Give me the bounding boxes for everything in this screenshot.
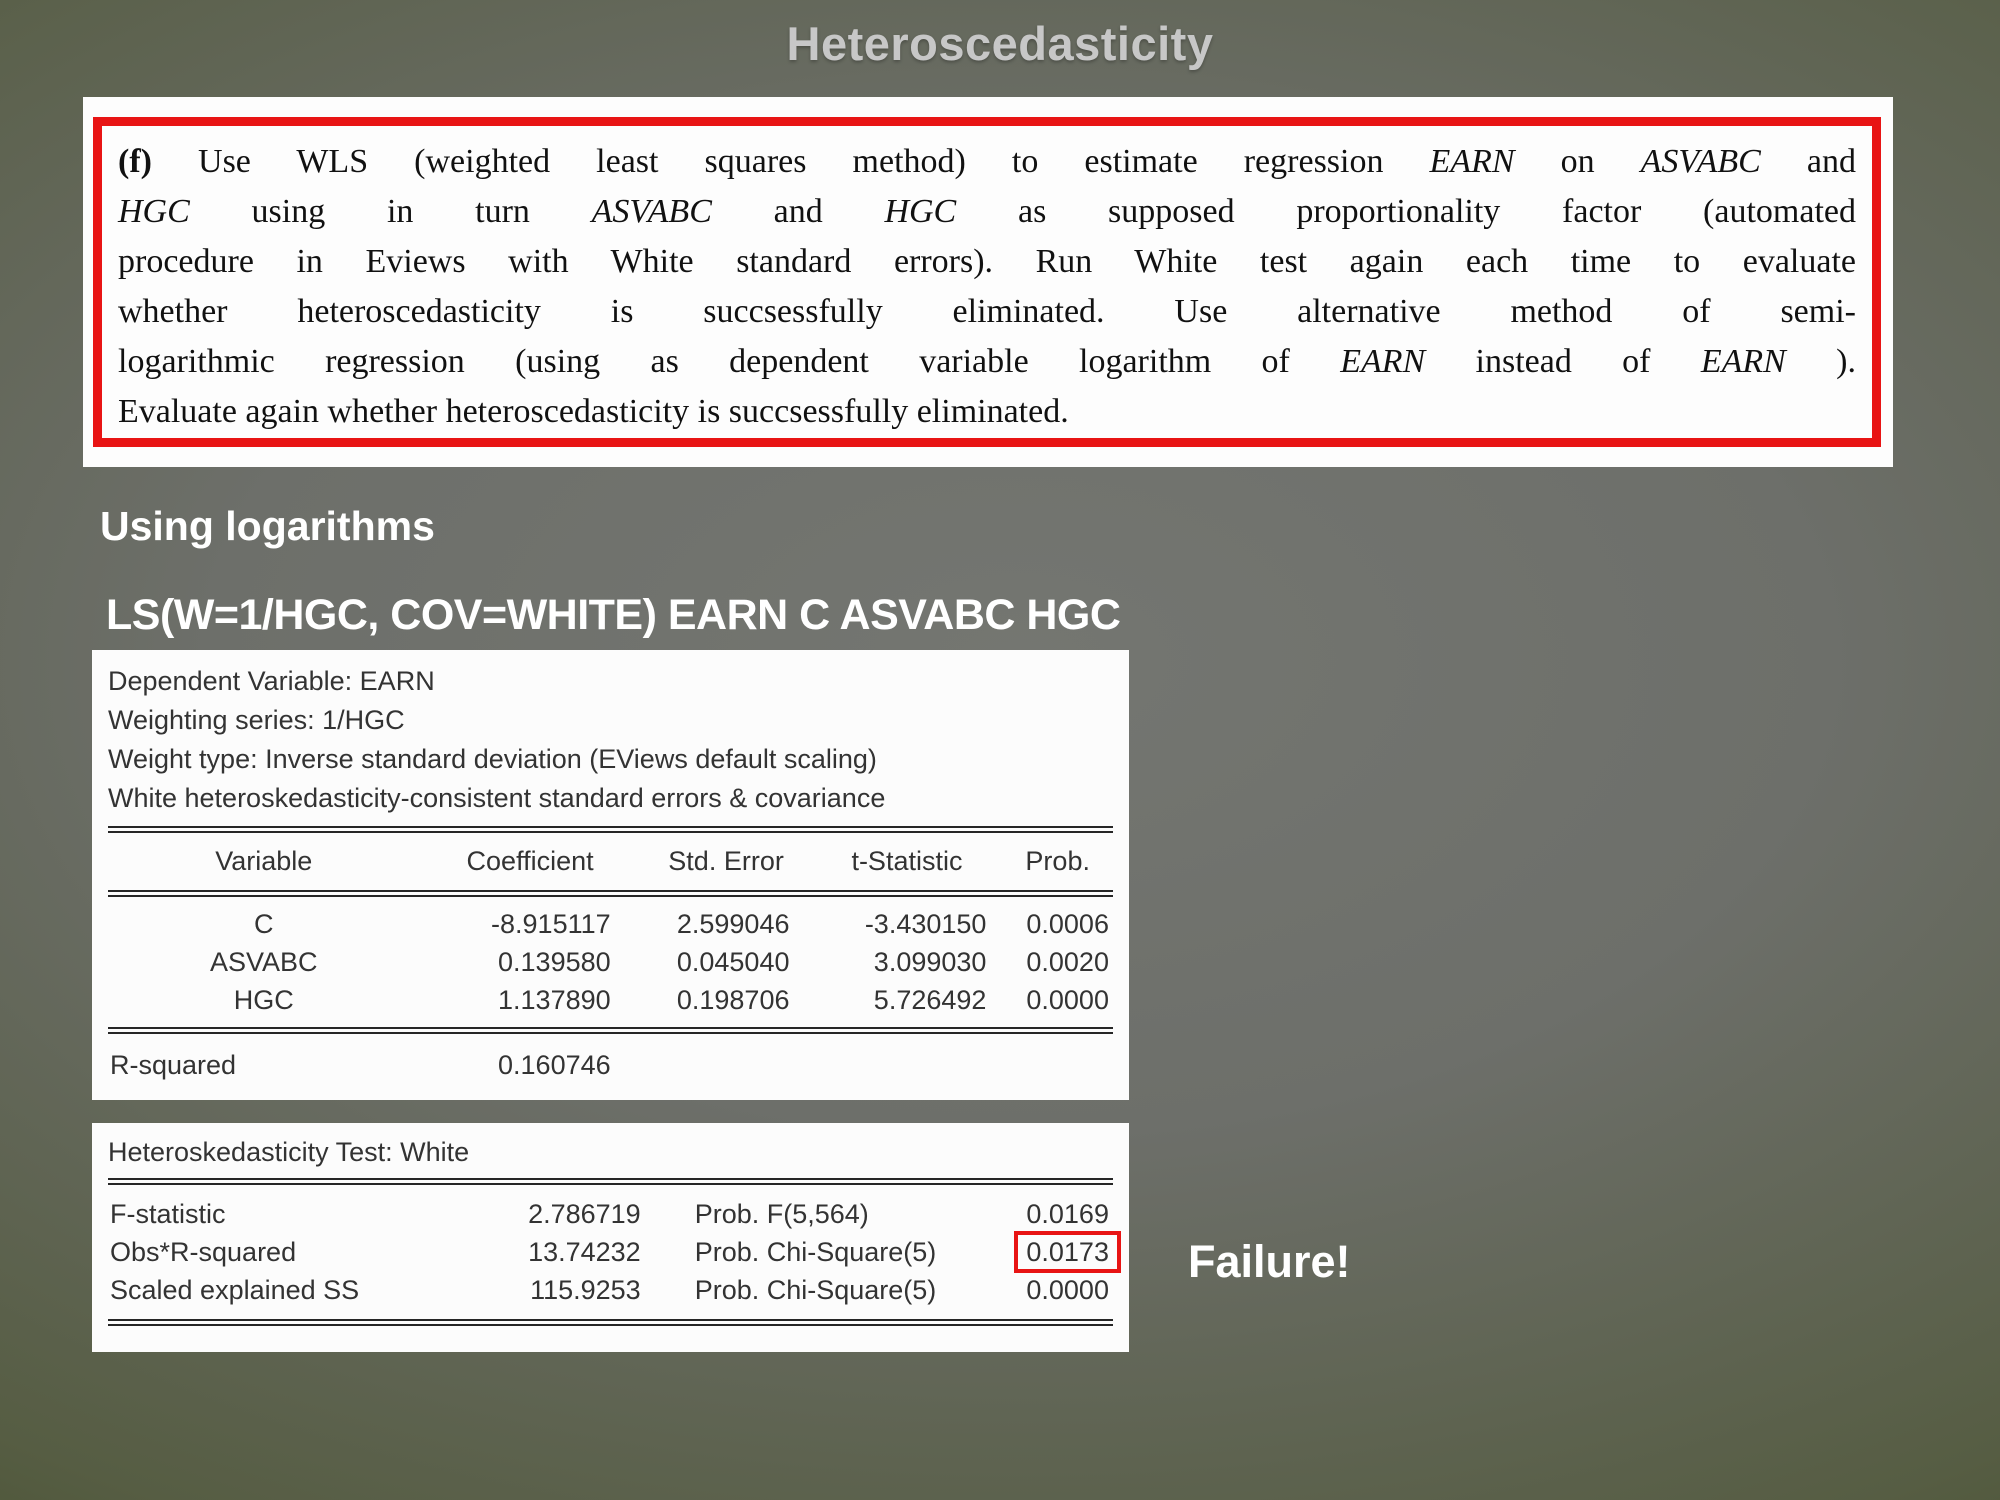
- task-text-segment: HGC: [884, 193, 957, 230]
- regression-header-lines: [108, 662, 1113, 818]
- prob-value: 0.0169: [1026, 1199, 1109, 1229]
- table-cell: 0.139580: [498, 947, 611, 977]
- task-text-segment: EARN: [1340, 343, 1426, 380]
- r-squared-row: [108, 1050, 1113, 1081]
- regression-output-panel: [92, 650, 1129, 1100]
- task-line: [118, 237, 1856, 287]
- task-line: [118, 287, 1856, 337]
- task-box: [83, 97, 1893, 467]
- column-header: Variable: [215, 846, 313, 876]
- table-row: [108, 1271, 1113, 1309]
- failure-label: Failure!: [1188, 1236, 1351, 1287]
- task-text-segment: ASVABC: [1640, 143, 1761, 180]
- table-row: [108, 1233, 1113, 1271]
- table-cell: 0.198706: [676, 985, 790, 1015]
- eviews-command: LS(W=1/HGC, COV=WHITE) EARN C ASVABC HGC: [106, 591, 1121, 639]
- task-text-segment: as supposed proportionality factor (automated: [956, 193, 1856, 230]
- task-text-segment: and: [711, 193, 885, 230]
- prob-value-cell: [972, 1195, 1113, 1233]
- task-text-segment: using in turn: [189, 193, 592, 230]
- divider: [108, 826, 1113, 833]
- table-cell: 0.0000: [1026, 985, 1109, 1015]
- task-text-segment: Use WLS (weighted least squares method) to estimate regression: [151, 143, 1430, 180]
- test-stat-label: F-statistic: [110, 1199, 226, 1229]
- task-line: [118, 187, 1856, 237]
- task-text-segment: Evaluate again whether heteroscedasticity is succsessfully eliminated.: [118, 393, 1069, 430]
- table-cell: 1.137890: [498, 985, 611, 1015]
- test-stat-value: 13.74232: [528, 1237, 641, 1267]
- task-text-segment: instead of: [1425, 343, 1701, 380]
- prob-value-cell: [972, 1271, 1113, 1309]
- divider: [108, 1319, 1113, 1326]
- table-row: [108, 943, 1113, 981]
- task-text-segment: on: [1514, 143, 1641, 180]
- column-header: Coefficient: [466, 846, 594, 876]
- divider: [108, 1027, 1113, 1034]
- regression-header-line: Dependent Variable: EARN: [108, 666, 435, 696]
- table-cell: C: [254, 909, 274, 939]
- regression-column-headers: [108, 833, 1113, 890]
- regression-header-line: White heteroskedasticity-consistent standard errors & covariance: [108, 783, 886, 813]
- task-text-segment: whether heteroscedasticity is succsessfully eliminated. Use alternative method of semi-: [118, 293, 1856, 330]
- table-cell: HGC: [233, 985, 294, 1015]
- test-stat-value: 2.786719: [528, 1199, 641, 1229]
- task-line: [118, 137, 1856, 187]
- task-text-segment: EARN: [1700, 343, 1786, 380]
- table-cell: -8.915117: [491, 909, 611, 939]
- task-text-segment: EARN: [1429, 143, 1515, 180]
- regression-header-line: Weighting series: 1/HGC: [108, 705, 405, 735]
- task-text-segment: logarithmic regression (using as dependent variable logarithm of: [118, 343, 1341, 380]
- task-text-segment: (f): [118, 143, 152, 180]
- task-text-segment: HGC: [118, 193, 190, 230]
- table-cell: -3.430150: [864, 909, 987, 939]
- table-row: [108, 981, 1113, 1019]
- slide-title: Heteroscedasticity: [786, 17, 1214, 70]
- task-text: [118, 137, 1856, 437]
- white-test-rows: [108, 1195, 1113, 1309]
- column-header: Prob.: [1025, 846, 1090, 876]
- r-squared-label: R-squared: [110, 1050, 237, 1080]
- test-stat-label: Obs*R-squared: [110, 1237, 297, 1267]
- task-text-segment: and: [1760, 143, 1857, 180]
- table-cell: 0.045040: [676, 947, 790, 977]
- r-squared-value: 0.160746: [498, 1050, 611, 1080]
- column-header: t-Statistic: [851, 846, 963, 876]
- regression-header-line: Weight type: Inverse standard deviation (EViews default scaling): [108, 744, 877, 774]
- table-cell: 2.599046: [676, 909, 790, 939]
- task-text-segment: ).: [1785, 343, 1856, 380]
- table-cell: 0.0020: [1026, 947, 1109, 977]
- task-line: [118, 387, 1856, 437]
- table-row: [108, 1195, 1113, 1233]
- table-cell: ASVABC: [210, 947, 318, 977]
- prob-label: Prob. Chi-Square(5): [694, 1237, 937, 1267]
- spacer: [641, 1050, 1113, 1081]
- prob-label: Prob. F(5,564): [694, 1199, 869, 1229]
- regression-rows: [108, 905, 1113, 1019]
- prob-label: Prob. Chi-Square(5): [694, 1275, 937, 1305]
- column-header: Std. Error: [668, 846, 784, 876]
- table-row: [108, 905, 1113, 943]
- section-heading: Using logarithms: [100, 503, 435, 549]
- test-stat-value: 115.9253: [530, 1275, 641, 1305]
- task-box-red-frame: [93, 117, 1881, 447]
- divider: [108, 890, 1113, 897]
- table-cell: 0.0006: [1026, 909, 1109, 939]
- test-stat-label: Scaled explained SS: [110, 1275, 360, 1305]
- prob-value: 0.0000: [1026, 1275, 1109, 1305]
- divider: [108, 1178, 1113, 1185]
- highlighted-prob-value: 0.0173: [1014, 1231, 1121, 1273]
- task-text-segment: procedure in Eviews with White standard errors). Run White test again each time to evaluate: [118, 243, 1856, 280]
- task-line: [118, 337, 1856, 387]
- table-cell: 3.099030: [873, 947, 987, 977]
- task-text-segment: ASVABC: [591, 193, 712, 230]
- white-test-panel: [92, 1123, 1129, 1352]
- prob-value-cell: [972, 1233, 1113, 1271]
- table-cell: 5.726492: [873, 985, 987, 1015]
- white-test-title: Heteroskedasticity Test: White: [108, 1137, 470, 1167]
